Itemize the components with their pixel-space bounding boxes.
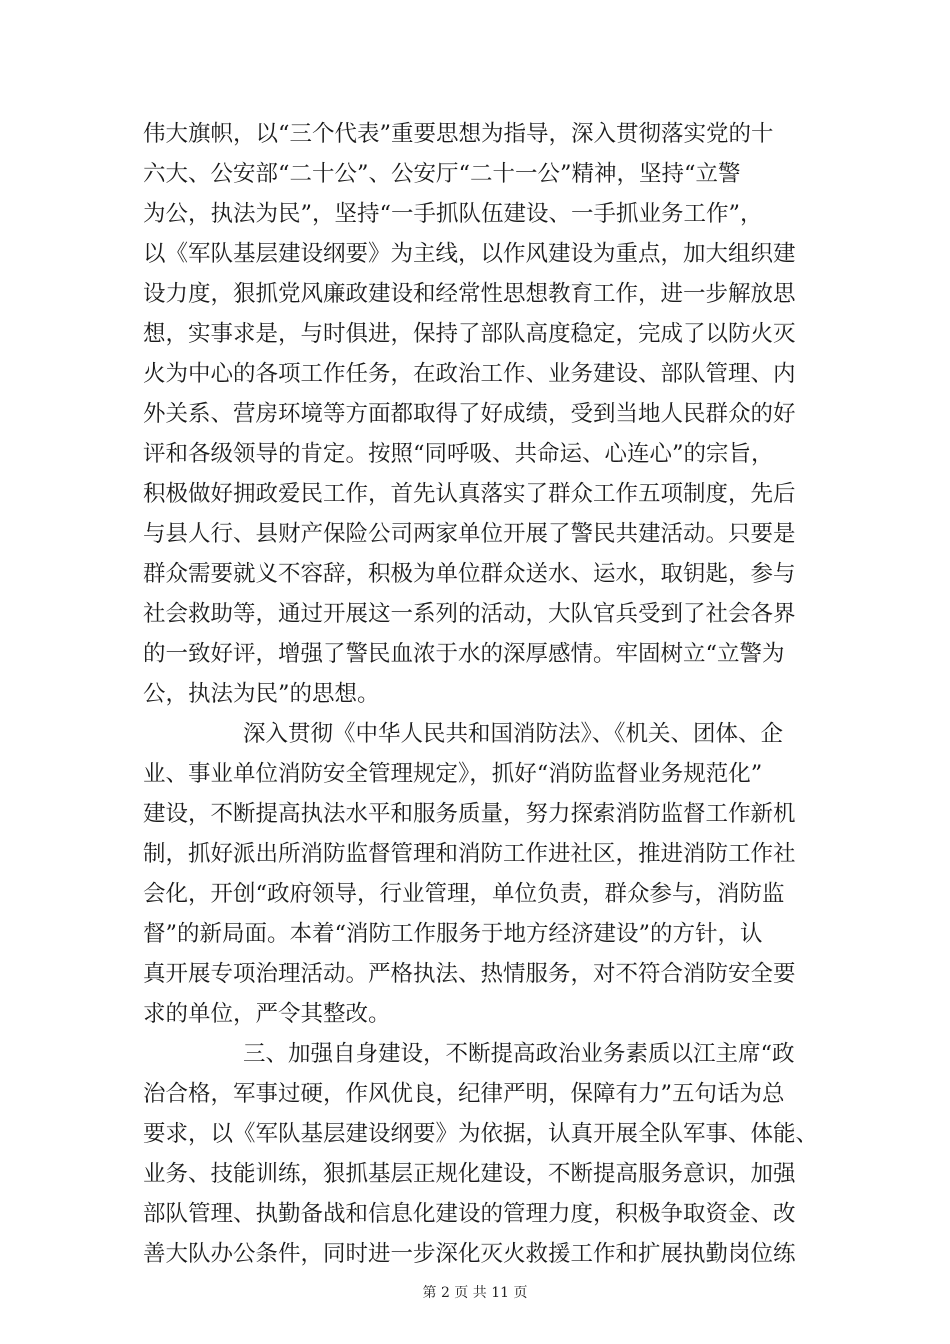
text-line: 建设，不断提高执法水平和服务质量，努力探索消防监督工作新机 <box>143 801 796 827</box>
text-line: 治合格，军事过硬，作风优良，纪律严明，保障有力”五句话为总 <box>143 1081 785 1107</box>
text-line: 业、事业单位消防安全管理规定》，抓好“消防监督业务规范化” <box>143 761 763 787</box>
text-line: 伟大旗帜，以“三个代表”重要思想为指导，深入贯彻落实党的十 <box>143 121 774 147</box>
text-line: 以《军队基层建设纲要》为主线，以作风建设为重点，加大组织建 <box>143 241 796 267</box>
paragraph-first-line: 深入贯彻《中华人民共和国消防法》、《机关、团体、企 <box>243 721 784 747</box>
text-line: 部队管理、执勤备战和信息化建设的管理力度，积极争取资金、改 <box>143 1201 796 1227</box>
text-line: 的一致好评，增强了警民血浓于水的深厚感情。牢固树立“立警为 <box>143 641 785 667</box>
text-line: 六大、公安部“二十公”、公安厅“二十一公”精神，坚持“立警 <box>143 161 741 187</box>
text-line: 社会救助等，通过开展这一系列的活动，大队官兵受到了社会各界 <box>143 601 796 627</box>
text-line: 与县人行、县财产保险公司两家单位开展了警民共建活动。只要是 <box>143 521 796 547</box>
text-line: 公，执法为民”的思想。 <box>143 681 380 707</box>
text-line: 评和各级领导的肯定。按照“同呼吸、共命运、心连心”的宗旨， <box>143 441 774 467</box>
text-line: 求的单位，严令其整改。 <box>143 1001 391 1027</box>
text-line: 督”的新局面。本着“消防工作服务于地方经济建设”的方针，认 <box>143 921 763 947</box>
text-line: 制，抓好派出所消防监督管理和消防工作进社区，推进消防工作社 <box>143 841 796 867</box>
page-number-footer: 第 2 页 共 11 页 <box>422 1285 528 1301</box>
text-line: 想，实事求是，与时俱进，保持了部队高度稳定，完成了以防火灭 <box>143 321 796 347</box>
text-line: 真开展专项治理活动。严格执法、热情服务，对不符合消防安全要 <box>143 961 796 987</box>
text-line: 业务、技能训练，狠抓基层正规化建设，不断提高服务意识，加强 <box>143 1161 796 1187</box>
text-line: 外关系、营房环境等方面都取得了好成绩，受到当地人民群众的好 <box>143 401 796 427</box>
text-line: 火为中心的各项工作任务，在政治工作、业务建设、部队管理、内 <box>143 361 796 387</box>
text-line: 善大队办公条件，同时进一步深化灭火救援工作和扩展执勤岗位练 <box>143 1241 796 1267</box>
text-line: 要求，以《军队基层建设纲要》为依据，认真开展全队军事、体能、 <box>143 1121 819 1147</box>
text-line: 群众需要就义不容辞，积极为单位群众送水、运水，取钥匙，参与 <box>143 561 796 587</box>
text-line: 设力度，狠抓党风廉政建设和经常性思想教育工作，进一步解放思 <box>143 281 796 307</box>
text-line: 会化，开创“政府领导，行业管理，单位负责，群众参与，消防监 <box>143 881 785 907</box>
paragraph-first-line: 三、加强自身建设，不断提高政治业务素质以江主席“政 <box>243 1041 795 1067</box>
text-line: 为公，执法为民”，坚持“一手抓队伍建设、一手抓业务工作”， <box>143 201 763 227</box>
text-line: 积极做好拥政爱民工作，首先认真落实了群众工作五项制度，先后 <box>143 481 796 507</box>
